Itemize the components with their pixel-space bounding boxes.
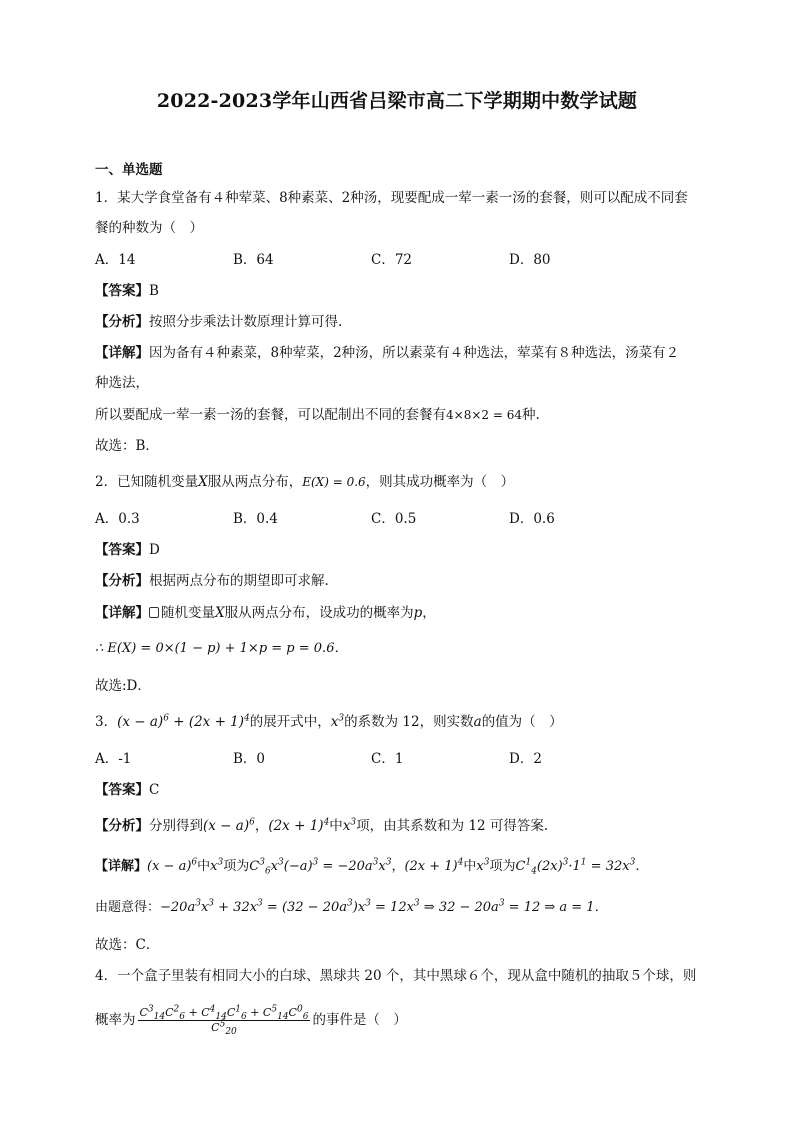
q1-detail-line2: 种选法， xyxy=(95,375,149,391)
q4-probability-fraction: $\frac{C^3_{14}C^2_6 + C^4_{14}C^1_6 + C^5_{14}C^0_6}{C^5_{20}}$ xyxy=(139,1004,309,1038)
q3-detail-text-e: 项为 xyxy=(489,859,516,874)
q2-variable-x: X xyxy=(198,474,208,490)
q2-stem-text-b: 服从两点分布， xyxy=(207,474,303,490)
q3-variable-a: a xyxy=(473,714,482,730)
because-symbol-icon xyxy=(149,607,159,618)
q3-answer-value: C xyxy=(149,782,160,798)
q2-detail-text-b: 服从两点分布，设成功的概率为 xyxy=(224,605,414,621)
q2-conclusion: 故选:D． xyxy=(95,678,151,694)
q1-stem-line2: 餐的种数为（ ） xyxy=(95,220,203,236)
q1-option-b: B．64 xyxy=(233,252,274,268)
q3-detail-term2: $C^1_4(2x)^3\cdot 1^1 = 32x^3$． xyxy=(515,857,649,877)
q2-option-a: A．0.3 xyxy=(95,511,140,527)
q4-stem-text-a: 概率为 xyxy=(95,1012,136,1028)
q2-option-c: C．0.5 xyxy=(371,511,417,527)
detail-label: 【详解】 xyxy=(95,859,148,874)
q3-stem-text-c: 的系数为 12，则实数 xyxy=(344,714,474,730)
q2-stem-text-a: 2．已知随机变量 xyxy=(95,474,199,490)
q3-expression: $(x - a)^6 + (2x + 1)^4$ xyxy=(117,713,250,730)
q2-detail-line1 xyxy=(95,603,436,623)
q3-detail-term1: $C^3_6x^3(-a)^3 = -20a^3x^3$ xyxy=(249,857,392,877)
q3-option-d: D．2 xyxy=(509,751,542,767)
q3-analysis-expr2: $(2x + 1)^4$ xyxy=(268,817,330,834)
q3-analysis-text-c: 中 xyxy=(329,818,343,834)
answer-label: 【答案】 xyxy=(95,542,149,558)
q1-detail-formula: 4×8×2 = 64 xyxy=(446,408,522,422)
q3-option-c: C．1 xyxy=(371,751,404,767)
q3-detail-line1 xyxy=(95,857,648,877)
q3-detail-text-c: ， xyxy=(391,859,405,874)
q3-detail-expr2: $(2x + 1)^4$ xyxy=(404,857,464,874)
q3-option-b: B．0 xyxy=(233,751,266,767)
q2-expectation-formula: E(X) = 0.6 xyxy=(302,475,366,489)
q3-analysis-expr1: $(x - a)^6$ xyxy=(203,817,255,834)
q1-detail-text3a: 所以要配成一荤一素一汤的套餐，可以配制出不同的套餐有 xyxy=(95,407,446,423)
q3-detail-text-d: 中 xyxy=(463,859,477,874)
q3-stem-text-b: 的展开式中， xyxy=(249,714,331,730)
q2-stem xyxy=(95,472,514,492)
q2-option-b: B．0.4 xyxy=(233,511,278,527)
q3-stem: 3．$(x - a)^6 + (2x + 1)^4$的展开式中，$x^3$的系数为 12，则实数a的值为（ ） xyxy=(95,713,563,730)
q3-analysis-text-b: ， xyxy=(254,818,269,834)
q1-analysis-text: 按照分步乘法计数原理计算可得. xyxy=(149,314,343,330)
q1-option-a: A．14 xyxy=(95,252,136,268)
q2-detail-variable-p: p xyxy=(413,605,423,621)
document-title: 2022-2023学年山西省吕梁市高二下学期期中数学试题 xyxy=(156,90,638,112)
q3-term-x3: $x^3$ xyxy=(330,713,345,730)
q3-result xyxy=(95,898,608,918)
q3-detail-text-a: 中 xyxy=(197,859,211,874)
q4-stem-line2 xyxy=(95,1004,407,1038)
answer-label: 【答案】 xyxy=(95,782,149,798)
answer-label: 【答案】 xyxy=(95,283,149,299)
q2-analysis xyxy=(95,571,329,591)
analysis-label: 【分析】 xyxy=(95,573,149,589)
q3-detail-expr1: $(x - a)^6$ xyxy=(147,857,198,874)
q3-stem-text-d: 的值为（ ） xyxy=(481,714,563,730)
q3-option-a: A．-1 xyxy=(95,751,132,767)
detail-label: 【详解】 xyxy=(95,605,149,621)
detail-label: 【详解】 xyxy=(95,345,149,361)
q3-analysis-x3: $x^3$ xyxy=(342,817,357,834)
q2-option-d: D．0.6 xyxy=(509,511,555,527)
q3-detail-text-b: 项为 xyxy=(223,859,250,874)
q1-option-d: D．80 xyxy=(509,252,551,268)
q1-analysis xyxy=(95,312,342,332)
q2-detail-text-a: 随机变量 xyxy=(161,605,215,621)
q2-analysis-text: 根据两点分布的期望即可求解. xyxy=(149,573,329,589)
analysis-label: 【分析】 xyxy=(95,314,149,330)
q2-detail-text-c: ， xyxy=(422,605,436,621)
q4-stem-line1: 4．一个盒子里装有相同大小的白球、黑球共 20 个，其中黑球６个，现从盒中随机的抽取５个球，则 xyxy=(95,968,697,984)
q1-detail-line1 xyxy=(95,343,679,363)
q3-analysis-text-a: 分别得到 xyxy=(149,818,203,834)
q4-stem-text-b: 的事件是（ ） xyxy=(312,1012,407,1028)
q2-answer-value: D xyxy=(149,542,160,558)
q2-detail-formula: ∴ E(X) = 0×(1 − p) + 1×p = p = 0.6． xyxy=(95,641,348,656)
q3-conclusion: 故选：C． xyxy=(95,937,160,953)
analysis-label: 【分析】 xyxy=(95,818,149,834)
q1-answer xyxy=(95,281,159,301)
q3-result-formula: $-20a^3x^3 + 32x^3 = (32 - 20a^3)x^3 = 12x^3$ ⇒ $32 - 20a^3 = 12$ ⇒ a = 1． xyxy=(160,898,608,915)
q2-stem-text-c: ，则其成功概率为（ ） xyxy=(365,474,515,490)
q3-analysis xyxy=(95,816,548,836)
q3-answer xyxy=(95,780,159,800)
q3-analysis-text-d: 项，由其系数和为 12 可得答案. xyxy=(356,818,549,834)
q1-option-c: C．72 xyxy=(371,252,413,268)
q1-answer-value: B xyxy=(149,283,159,299)
q3-detail-x3-a: $x^3$ xyxy=(210,857,224,874)
q1-detail-text1: 因为备有４种素菜，8种荤菜，2种汤，所以素菜有４种选法，荤菜有８种选法，汤菜有２ xyxy=(149,345,680,361)
q3-result-prefix: 由题意得： xyxy=(95,900,161,915)
q1-detail-text3b: 种. xyxy=(521,407,540,423)
q3-detail-x3-b: $x^3$ xyxy=(476,857,490,874)
q2-answer xyxy=(95,540,160,560)
q1-detail-line3 xyxy=(95,405,540,425)
q1-conclusion: 故选：B． xyxy=(95,438,159,454)
q1-stem-line1: 1．某大学食堂备有４种荤菜、8种素菜、2种汤，现要配成一荤一素一汤的套餐，则可以配成不同套 xyxy=(95,190,688,206)
section-heading: 一、单选题 xyxy=(95,162,163,178)
q2-detail-variable-x: X xyxy=(215,605,225,621)
